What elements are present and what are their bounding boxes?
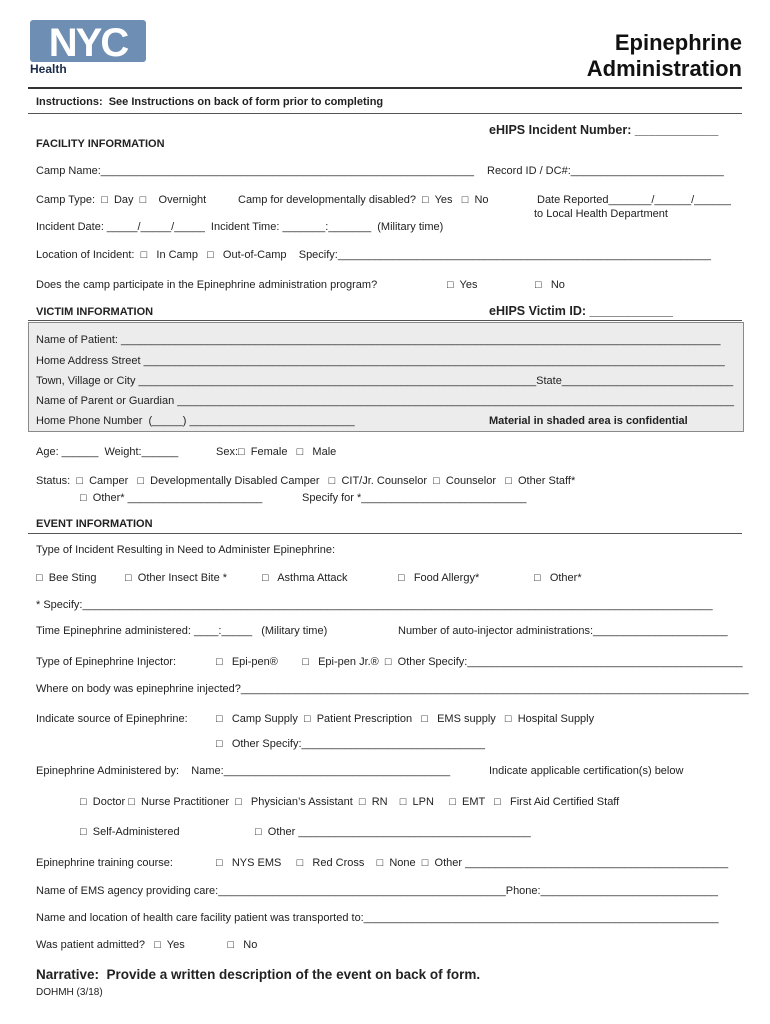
transport-facility-field[interactable]: Name and location of health care facility patient was transported to:__________________________________________________________ — [36, 912, 719, 924]
ems-agency-field[interactable]: Name of EMS agency providing care:_______________________________________________Phone:_____________________________ — [36, 885, 719, 897]
participate-question: Does the camp participate in the Epinephrine administration program? — [36, 279, 378, 291]
self-administered-checkbox[interactable]: □ Self-Administered — [80, 826, 180, 838]
logo-text: NYC — [48, 21, 128, 65]
ehips-incident-number[interactable]: eHIPS Incident Number: ____________ — [489, 123, 719, 137]
time-administered-field[interactable]: Time Epinephrine administered: ____:_____ (Military time) — [36, 625, 328, 637]
nyc-health-logo — [30, 20, 148, 78]
food-allergy-checkbox[interactable]: □ Food Allergy* — [398, 572, 480, 584]
parent-guardian-field[interactable]: Name of Parent or Guardian ___________________________________________________________________________________________ — [36, 395, 734, 407]
date-reported-field[interactable]: Date Reported_______/______/______ — [537, 194, 731, 206]
source-other-field[interactable]: □ Other Specify:______________________________ — [216, 738, 486, 750]
home-address-field[interactable]: Home Address Street _______________________________________________________________________________________________ — [36, 355, 725, 367]
other-incident-checkbox[interactable]: □ Other* — [534, 572, 582, 584]
dev-disabled-checkboxes[interactable]: Camp for developmentally disabled? □ Yes □ No — [238, 194, 489, 206]
record-id-field[interactable]: Record ID / DC#:_________________________ — [487, 165, 724, 177]
to-local-health-label: to Local Health Department — [534, 208, 668, 220]
status-other-field[interactable]: □ Other* ______________________ — [80, 492, 263, 504]
auto-injector-count-field[interactable]: Number of auto-injector administrations:______________________ — [398, 625, 728, 637]
logo-health-text: Health — [30, 62, 67, 76]
certification-label: Indicate applicable certification(s) below — [489, 765, 684, 777]
narrative-instruction: Narrative: Provide a written description of the event on back of form. — [36, 967, 481, 982]
source-label: Indicate source of Epinephrine: — [36, 713, 188, 725]
confidential-notice: Material in shaded area is confidential — [489, 415, 688, 427]
instructions-divider — [28, 113, 742, 114]
camp-type-checkboxes[interactable]: Camp Type: □ Day □ Overnight — [36, 194, 207, 206]
source-options[interactable]: □ Camp Supply □ Patient Prescription □ EMS supply □ Hospital Supply — [216, 713, 595, 725]
age-weight-field[interactable]: Age: ______ Weight:______ — [36, 446, 179, 458]
certification-options[interactable]: □ Doctor □ Nurse Practitioner □ Physician’s Assistant □ RN □ LPN □ EMT □ First Aid Certified Staff — [80, 796, 620, 808]
sex-checkboxes[interactable]: Sex:□ Female □ Male — [216, 446, 337, 458]
home-phone-field[interactable]: Home Phone Number (_____) ___________________________ — [36, 415, 355, 427]
incident-type-label: Type of Incident Resulting in Need to Administer Epinephrine: — [36, 544, 336, 556]
incident-date-time-field[interactable]: Incident Date: _____/_____/_____ Incident Time: _______:_______ (Military time) — [36, 221, 444, 233]
camp-name-field[interactable]: Camp Name:_____________________________________________________________ — [36, 165, 474, 177]
victim-section-title: VICTIM INFORMATION — [36, 306, 154, 318]
training-course-label: Epinephrine training course: — [36, 857, 173, 869]
form-version-footer: DOHMH (3/18) — [36, 987, 103, 998]
town-state-field[interactable]: Town, Village or City _________________________________________________________________State____________________________ — [36, 375, 734, 387]
patient-name-field[interactable]: Name of Patient: __________________________________________________________________________________________________ — [36, 334, 721, 346]
participate-no-checkbox[interactable]: □ No — [535, 279, 565, 291]
victim-divider — [28, 320, 742, 321]
form-title-line1: Epinephrine — [614, 30, 742, 55]
bee-sting-checkbox[interactable]: □ Bee Sting — [36, 572, 97, 584]
event-divider — [28, 533, 742, 534]
cert-other-field[interactable]: □ Other ______________________________________ — [255, 826, 531, 838]
ehips-victim-id[interactable]: eHIPS Victim ID: ____________ — [489, 304, 673, 318]
participate-yes-checkbox[interactable]: □ Yes — [447, 279, 478, 291]
location-incident-field[interactable]: Location of Incident: □ In Camp □ Out-of-Camp Specify:_____________________________________________________________ — [36, 249, 712, 261]
training-course-options[interactable]: □ NYS EMS □ Red Cross □ None □ Other ___________________________________________ — [216, 857, 729, 869]
admitted-checkboxes[interactable]: Was patient admitted? □ Yes □ No — [36, 939, 258, 951]
header-divider — [28, 87, 742, 89]
insect-bite-checkbox[interactable]: □ Other Insect Bite * — [125, 572, 228, 584]
specify-for-field[interactable]: Specify for *___________________________ — [302, 492, 527, 504]
administered-by-name-field[interactable]: Epinephrine Administered by: Name:_____________________________________ — [36, 765, 451, 777]
facility-section-title: FACILITY INFORMATION — [36, 138, 165, 150]
form-title-line2: Administration — [586, 56, 742, 81]
injection-site-field[interactable]: Where on body was epinephrine injected?___________________________________________________________________________________ — [36, 683, 749, 695]
event-section-title: EVENT INFORMATION — [36, 518, 153, 530]
status-checkboxes[interactable]: Status: □ Camper □ Developmentally Disabled Camper □ CIT/Jr. Counselor □ Counselor □ Other Staff* — [36, 475, 576, 487]
injector-type-label: Type of Epinephrine Injector: — [36, 656, 177, 668]
injector-type-options[interactable]: □ Epi-pen® □ Epi-pen Jr.® □ Other Specify:_____________________________________________ — [216, 656, 743, 668]
asthma-attack-checkbox[interactable]: □ Asthma Attack — [262, 572, 348, 584]
specify-field[interactable]: * Specify:_______________________________________________________________________________________________________ — [36, 599, 713, 611]
instructions-text: Instructions: See Instructions on back of form prior to completing — [36, 96, 384, 108]
